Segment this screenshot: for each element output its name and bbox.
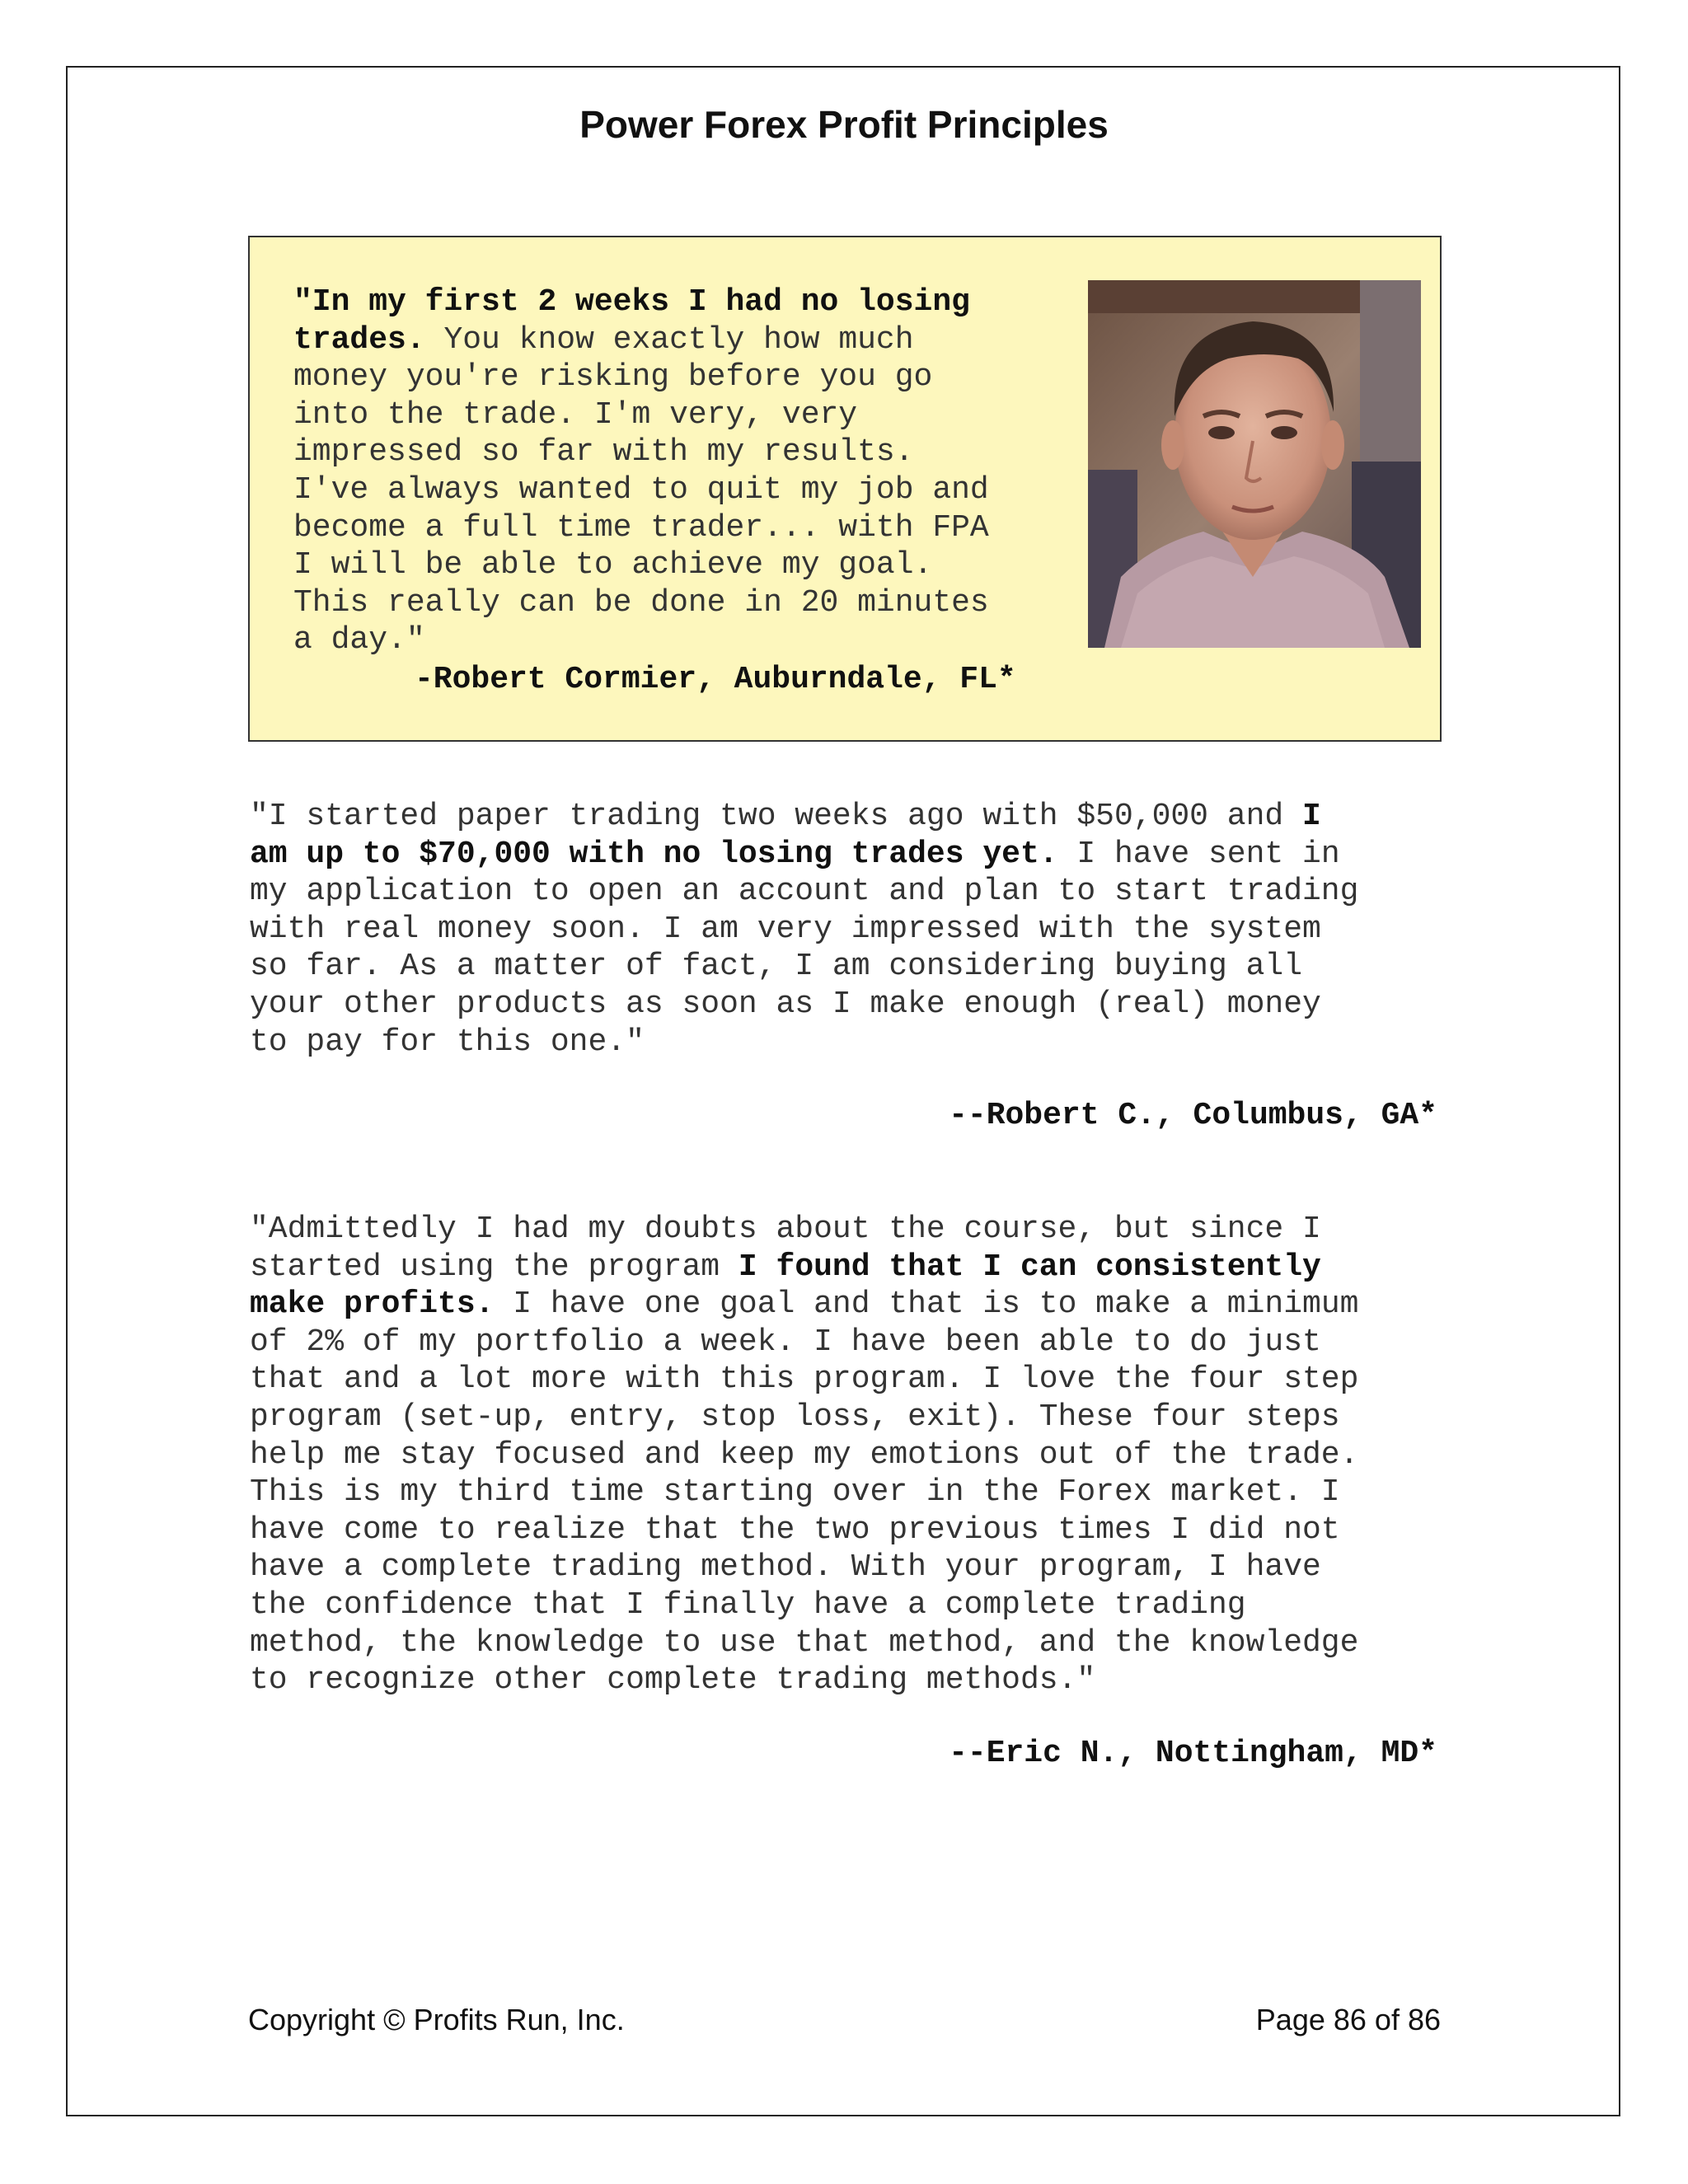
quote-bold: trades. xyxy=(293,321,425,358)
footer-page-number: Page 86 of 86 xyxy=(1255,2003,1441,2036)
quote-line: a day." xyxy=(293,622,425,658)
quote-line: with real money soon. I am very impressed with the system xyxy=(250,911,1321,947)
quote-line: This is my third time starting over in the Forex market. I xyxy=(250,1474,1340,1511)
testimonial-quote xyxy=(250,1211,1453,1699)
quote-bold: I found that I can consistently xyxy=(738,1249,1321,1285)
quote-text: I have sent in xyxy=(1057,836,1340,872)
quote-line: money you're risking before you go xyxy=(293,359,933,396)
quote-line: method, the knowledge to use that method, and the knowledge xyxy=(250,1624,1359,1661)
quote-bold: "In my first 2 weeks I had no losing xyxy=(293,284,970,320)
testimonial-attribution: --Robert C., Columbus, GA* xyxy=(949,1098,1437,1133)
quote-line: my application to open an account and plan to start trading xyxy=(250,874,1359,910)
quote-line: to recognize other complete trading methods." xyxy=(250,1662,1096,1699)
testimonial-quote xyxy=(250,798,1453,1061)
page-title: Power Forex Profit Principles xyxy=(579,103,1109,146)
footer-copyright: Copyright © Profits Run, Inc. xyxy=(248,2003,625,2036)
quote-line: into the trade. I'm very, very xyxy=(293,396,858,433)
quote-text: "I started paper trading two weeks ago with $50,000 and xyxy=(250,799,1303,834)
quote-text: "Admittedly I had my doubts about the course, but since I xyxy=(250,1212,1321,1247)
quote-line: have a complete trading method. With your program, I have xyxy=(250,1549,1321,1586)
featured-quote xyxy=(293,284,1085,659)
testimonial-photo xyxy=(1088,280,1421,648)
quote-line: that and a lot more with this program. I love the four step xyxy=(250,1361,1359,1398)
testimonial-attribution: --Eric N., Nottingham, MD* xyxy=(949,1736,1437,1771)
quote-text: You know exactly how much xyxy=(424,321,914,358)
featured-testimonial-box xyxy=(248,236,1442,742)
quote-bold: make profits. xyxy=(250,1286,495,1323)
quote-bold: I xyxy=(1302,799,1321,834)
quote-text: I have one goal and that is to make a minimum xyxy=(494,1286,1359,1323)
featured-attribution: -Robert Cormier, Auburndale, FL* xyxy=(415,662,1016,697)
quote-bold: am up to $70,000 with no losing trades yet. xyxy=(250,836,1058,872)
quote-line: program (set-up, entry, stop loss, exit). These four steps xyxy=(250,1399,1340,1435)
quote-line: the confidence that I finally have a complete trading xyxy=(250,1586,1246,1623)
quote-line: so far. As a matter of fact, I am considering buying all xyxy=(250,949,1303,985)
quote-line: This really can be done in 20 minutes xyxy=(293,584,989,621)
quote-line: I will be able to achieve my goal. xyxy=(293,547,933,583)
quote-line: have come to realize that the two previous times I did not xyxy=(250,1511,1340,1548)
quote-line: become a full time trader... with FPA xyxy=(293,509,989,546)
quote-line: I've always wanted to quit my job and xyxy=(293,471,989,508)
quote-line: of 2% of my portfolio a week. I have been able to do just xyxy=(250,1324,1321,1360)
quote-text: started using the program xyxy=(250,1249,738,1285)
quote-line: your other products as soon as I make enough (real) money xyxy=(250,986,1321,1022)
quote-line: help me stay focused and keep my emotions out of the trade. xyxy=(250,1436,1359,1473)
quote-line: impressed so far with my results. xyxy=(293,434,914,471)
quote-line: to pay for this one." xyxy=(250,1024,645,1060)
